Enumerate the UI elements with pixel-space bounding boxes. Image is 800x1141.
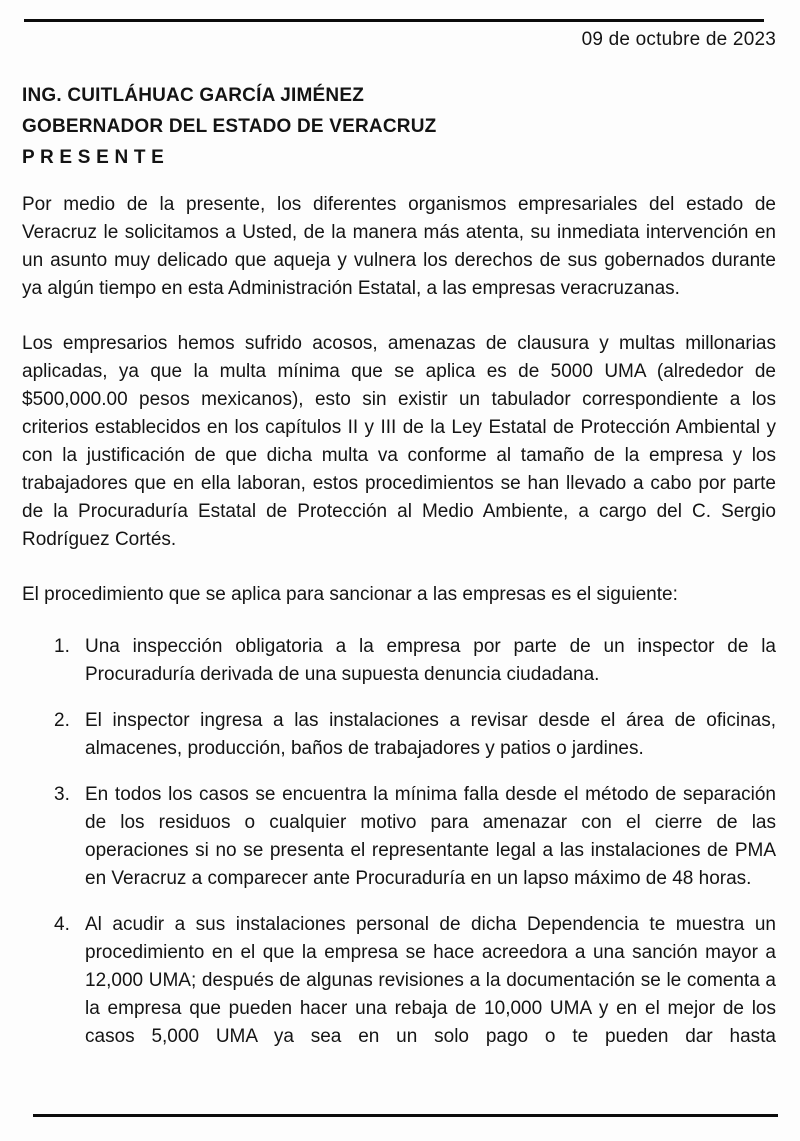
list-item-number: 3. [54, 784, 70, 805]
list-item-text: Al acudir a sus instalaciones personal de dicha Dependencia te muestra un procedimiento en el que la empresa se hace acreedora a una sanción mayor a 12,000 UMA; después de algunas revisiones a la documentación se le comenta a la empresa que pueden hacer una rebaja de 10,000 UMA y en el mejor de los casos 5,000 UMA ya sea en un solo pago o te pueden dar hasta [85, 914, 776, 1047]
letter-date: 09 de octubre de 2023 [581, 29, 776, 50]
list-item [22, 633, 776, 689]
recipient-name: ING. CUITLÁHUAC GARCÍA JIMÉNEZ [22, 85, 365, 106]
list-item [22, 911, 776, 1051]
procedure-list [22, 633, 776, 1051]
paragraph-intro: Por medio de la presente, los diferentes organismos empresariales del estado de Veracruz le solicitamos a Usted, de la manera más atenta, su inmediata intervención en un asunto muy delicado que aqueja y vulnera los derechos de sus gobernados durante ya algún tiempo en esta Administración Estatal, a las empresas veracruzanas. [22, 194, 776, 299]
recipient-salutation: P R E S E N T E [22, 147, 165, 168]
paragraph-complaint: Los empresarios hemos sufrido acosos, amenazas de clausura y multas millonarias aplicadas, ya que la multa mínima que se aplica es de 5000 UMA (alrededor de $500,000.00 pesos mexicanos), esto sin existir un tabulador correspondiente a los criterios establecidos en los capítulos II y III de la Ley Estatal de Protección Ambiental y con la justificación de que dicha multa va conforme al tamaño de la empresa y los trabajadores que en ella laboran, estos procedimientos se han llevado a cabo por parte de la Procuraduría Estatal de Protección al Medio Ambiente, a cargo del C. Sergio Rodríguez Cortés. [22, 333, 776, 550]
letter-content [0, 19, 800, 1051]
list-item [22, 781, 776, 893]
paragraph-procedure-lead: El procedimiento que se aplica para sancionar a las empresas es el siguiente: [22, 584, 678, 605]
list-item-number: 1. [54, 636, 70, 657]
bottom-horizontal-rule [33, 1114, 778, 1117]
recipient-title: GOBERNADOR DEL ESTADO DE VERACRUZ [22, 116, 437, 137]
top-horizontal-rule [24, 19, 764, 22]
list-item-text: En todos los casos se encuentra la mínima falla desde el método de separación de los residuos o cualquier motivo para amenazar con el cierre de las operaciones si no se presenta el representante legal a las instalaciones de PMA en Veracruz a comparecer ante Procuraduría en un lapso máximo de 48 horas. [85, 784, 776, 889]
list-item-text: El inspector ingresa a las instalaciones a revisar desde el área de oficinas, almacenes, producción, baños de trabajadores y patios o jardines. [85, 710, 776, 759]
list-item-number: 4. [54, 914, 70, 935]
list-item [22, 707, 776, 763]
recipient-block [22, 80, 776, 173]
list-item-number: 2. [54, 710, 70, 731]
list-item-text: Una inspección obligatoria a la empresa por parte de un inspector de la Procuraduría derivada de una supuesta denuncia ciudadana. [85, 636, 776, 685]
